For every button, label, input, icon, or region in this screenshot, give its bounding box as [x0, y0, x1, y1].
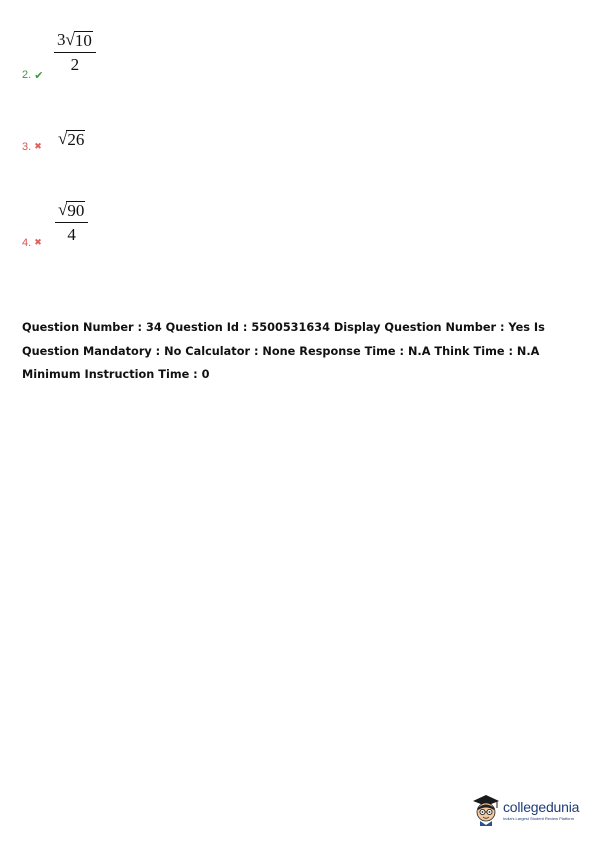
denominator: 4	[67, 225, 76, 244]
square-root: √ 90	[58, 200, 85, 220]
collegedunia-logo	[471, 792, 579, 828]
option-2	[22, 69, 43, 81]
logo-tagline: India's Largest Student Review Platform	[503, 816, 575, 821]
radicand: 10	[74, 31, 92, 50]
cross-icon: ✖	[34, 237, 42, 248]
option-3-expression	[58, 129, 85, 149]
mascot-icon	[471, 792, 501, 828]
option-2-expression	[54, 30, 96, 75]
fraction	[54, 30, 96, 75]
question-info: Question Number : 34 Question Id : 5500531634 Display Question Number : Yes Is Question Mandatory : No Calculator : None Response Time : N.A Think Time : N.A Minimum Instruction Time : 0	[22, 321, 545, 381]
radicand: 90	[67, 201, 85, 220]
square-root: √ 10	[65, 30, 92, 50]
square-root: √ 26	[58, 129, 85, 149]
coefficient: 3	[57, 30, 66, 49]
option-4	[22, 237, 42, 249]
option-3	[22, 141, 42, 153]
option-number: 3.	[22, 141, 32, 153]
option-number: 4.	[22, 237, 32, 249]
logo-name: collegedunia	[503, 799, 580, 815]
radicand: 26	[67, 130, 85, 149]
cross-icon: ✖	[34, 141, 42, 152]
fraction	[55, 200, 88, 245]
denominator: 2	[70, 55, 80, 74]
option-4-expression	[55, 200, 88, 245]
option-number: 2.	[22, 69, 32, 81]
check-icon: ✔	[34, 68, 44, 82]
